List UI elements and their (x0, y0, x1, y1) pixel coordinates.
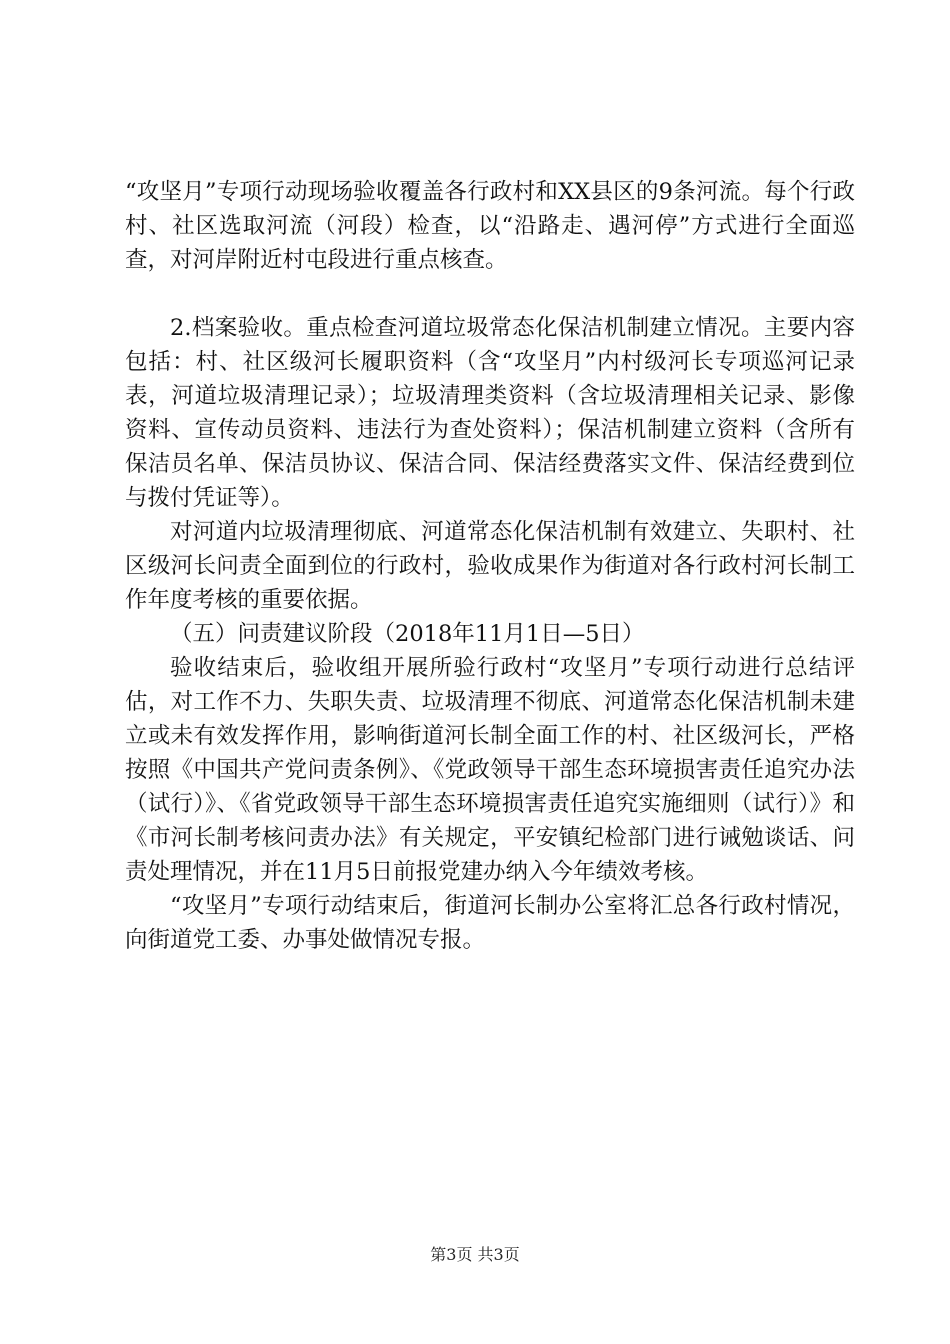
paragraph-final-report: “攻坚月”专项行动结束后，街道河长制办公室将汇总各行政村情况，向街道党工委、办事处做情况专报。 (125, 893, 855, 953)
paragraph-accountability-details: 验收结束后，验收组开展所验行政村“攻坚月”专项行动进行总结评估，对工作不力、失职失责、垃圾清理不彻底、河道常态化保洁机制未建立或未有效发挥作用，影响街道河长制全面工作的村、社区级河长，严格按照《中国共产党问责条例》、《党政领导干部生态环境损害责任追究办法（试行）》、《省党政领导干部生态环境损害责任追究实施细则（试行）》和《市河长制考核问责办法》有关规定，平安镇纪检部门进行诫勉谈话、问责处理情况，并在11月5日前报党建办纳入今年绩效考核。 (125, 655, 855, 885)
paragraph-archive-acceptance: 2.档案验收。重点检查河道垃圾常态化保洁机制建立情况。主要内容包括：村、社区级河长履职资料（含“攻坚月”内村级河长专项巡河记录表，河道垃圾清理记录）；垃圾清理类资料（含垃圾清理相关记录、影像资料、宣传动员资料、违法行为查处资料）；保洁机制建立资料（含所有保洁员名单、保洁员协议、保洁合同、保洁经费落实文件、保洁经费到位与拨付凭证等）。 (125, 315, 855, 511)
paragraph-acceptance-results: 对河道内垃圾清理彻底、河道常态化保洁机制有效建立、失职村、社区级河长问责全面到位的行政村，验收成果作为街道对各行政村河长制工作年度考核的重要依据。 (125, 519, 855, 613)
document-body (125, 175, 855, 957)
section-heading-accountability: （五）问责建议阶段（2018年11月1日—5日） (170, 621, 645, 647)
paragraph-inspection-coverage: “攻坚月”专项行动现场验收覆盖各行政村和XX县区的9条河流。每个行政村、社区选取河流（河段）检查，以“沿路走、遇河停”方式进行全面巡查，对河岸附近村屯段进行重点核查。 (125, 179, 855, 273)
page-number-footer: 第3页 共3页 (430, 1245, 520, 1264)
